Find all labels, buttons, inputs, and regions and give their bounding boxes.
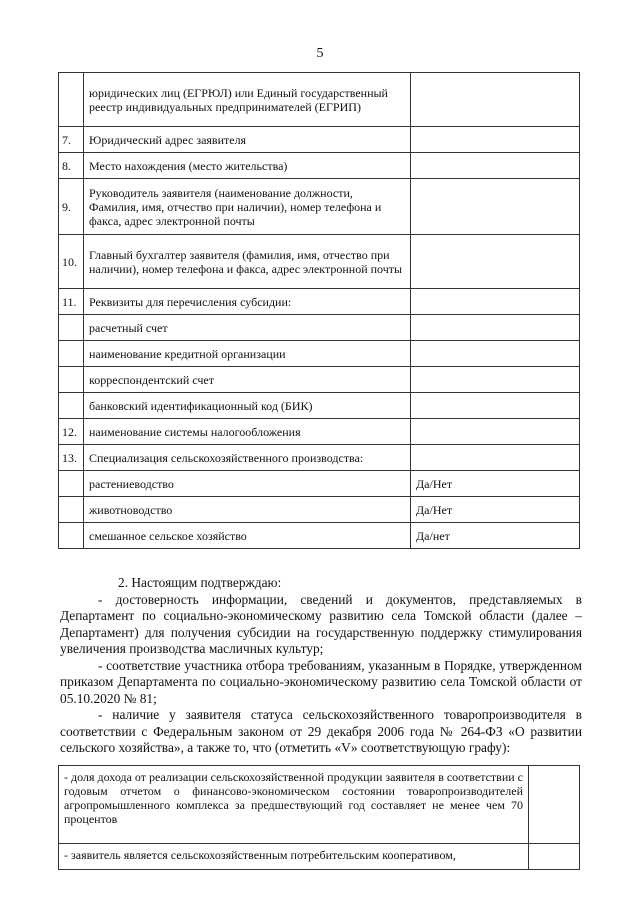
row-label: юридических лиц (ЕГРЮЛ) или Единый государственный реестр индивидуальных предпринимателей (ЕГРИП) [84, 73, 411, 127]
row-label: Юридический адрес заявителя [84, 127, 411, 153]
row-label: смешанное сельское хозяйство [84, 523, 411, 549]
row-value-field[interactable] [411, 127, 580, 153]
row-value-field[interactable] [411, 445, 580, 471]
row-number [59, 497, 84, 523]
table-row [59, 367, 580, 393]
row-number: 7. [59, 127, 84, 153]
table-row [59, 235, 580, 289]
row-value-field[interactable] [411, 393, 580, 419]
paragraph: - достоверность информации, сведений и документов, представляемых в Департамент по социально-экономическому развитию села Томской области (далее – Департамент) для получения субсидии на государственную поддержку стимулирования увеличения производства масличных культур; [60, 591, 582, 656]
row-label: Специализация сельскохозяйственного производства: [84, 445, 411, 471]
row-number [59, 315, 84, 341]
row-value-field[interactable] [411, 367, 580, 393]
row-number [59, 393, 84, 419]
row-value-field[interactable] [411, 341, 580, 367]
row-label: животноводство [84, 497, 411, 523]
checklist-text: - заявитель является сельскохозяйственным потребительским кооперативом, [59, 844, 529, 870]
row-label: корреспондентский счет [84, 367, 411, 393]
applicant-info-table [58, 72, 580, 549]
row-number: 10. [59, 235, 84, 289]
row-value-field[interactable] [411, 73, 580, 127]
row-value-field[interactable] [411, 419, 580, 445]
row-label: растениеводство [84, 471, 411, 497]
row-number: 9. [59, 179, 84, 235]
row-number: 13. [59, 445, 84, 471]
row-label: наименование кредитной организации [84, 341, 411, 367]
row-number [59, 523, 84, 549]
table-row [59, 393, 580, 419]
table-row [59, 844, 580, 870]
table-row [59, 445, 580, 471]
table-row [59, 315, 580, 341]
row-value-field[interactable] [411, 289, 580, 315]
table-row [59, 419, 580, 445]
row-label: банковский идентификационный код (БИК) [84, 393, 411, 419]
confirmation-section [60, 575, 582, 757]
table-row [59, 766, 580, 844]
table-row [59, 153, 580, 179]
row-label: расчетный счет [84, 315, 411, 341]
paragraph: - соответствие участника отбора требованиям, указанным в Порядке, утвержденном приказом Департамента по социально-экономическому развитию села Томской области от 05.10.2020 № 81; [60, 657, 582, 706]
row-label: наименование системы налогообложения [84, 419, 411, 445]
row-label: Руководитель заявителя (наименование должности, Фамилия, имя, отчество при наличии), номер телефона и факса, адрес электронной почты [84, 179, 411, 235]
row-number: 12. [59, 419, 84, 445]
row-label: Реквизиты для перечисления субсидии: [84, 289, 411, 315]
row-value-field[interactable] [411, 179, 580, 235]
table-row [59, 179, 580, 235]
table-row [59, 471, 580, 497]
row-value-field[interactable] [411, 315, 580, 341]
row-number: 11. [59, 289, 84, 315]
row-number [59, 73, 84, 127]
table-row [59, 523, 580, 549]
checkmark-cell[interactable] [529, 844, 580, 870]
table-row [59, 497, 580, 523]
paragraph: - наличие у заявителя статуса сельскохозяйственного товаропроизводителя в соответствии с Федеральным законом от 29 декабря 2006 года № 264-ФЗ «О развитии сельского хозяйства», а также то, что (отметить «V» соответствующую графу): [60, 707, 582, 755]
row-value-field[interactable]: Да/нет [411, 523, 580, 549]
row-value-field[interactable]: Да/Нет [411, 497, 580, 523]
table-row [59, 127, 580, 153]
table-row [59, 73, 580, 127]
row-label: Место нахождения (место жительства) [84, 153, 411, 179]
table-row [59, 341, 580, 367]
row-number [59, 367, 84, 393]
section-heading: 2. Настоящим подтверждаю: [118, 575, 282, 590]
table-row [59, 289, 580, 315]
row-value-field[interactable] [411, 153, 580, 179]
checklist-text: - доля дохода от реализации сельскохозяйственной продукции заявителя в соответствии с годовым отчетом о финансово-экономическом состоянии товаропроизводителей агропромышленного комплекса за предшествующий год составляет не менее чем 70 процентов [59, 766, 529, 844]
row-number [59, 471, 84, 497]
row-number [59, 341, 84, 367]
row-value-field[interactable] [411, 235, 580, 289]
page-number: 5 [316, 46, 324, 61]
row-value-field[interactable]: Да/Нет [411, 471, 580, 497]
row-label: Главный бухгалтер заявителя (фамилия, имя, отчество при наличии), номер телефона и факса, адрес электронной почты [84, 235, 411, 289]
row-number: 8. [59, 153, 84, 179]
checkmark-cell[interactable] [529, 766, 580, 844]
status-checklist-table [58, 765, 580, 870]
